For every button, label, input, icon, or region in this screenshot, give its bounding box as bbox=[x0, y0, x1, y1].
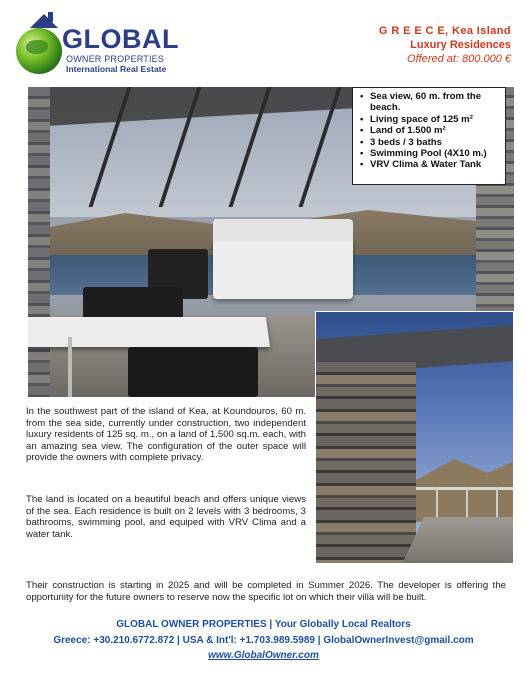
stone-wall bbox=[316, 362, 416, 564]
footer-tagline: GLOBAL OWNER PROPERTIES | Your Globally Local Realtors bbox=[116, 619, 411, 630]
footer bbox=[0, 617, 527, 664]
description-paragraph: The land is located on a beautiful beach and offers unique views of the sea. Each residence is built on 2 levels with 3 bedrooms, 3 bathrooms, swimming pool, and equiped with VRV Clima and a water tank. bbox=[26, 494, 306, 540]
feature-item: • 3 beds / 3 baths bbox=[360, 137, 500, 148]
footer-contacts: Greece: +30.210.6772.872 | USA & Int'l: +1.703.989.5989 | GlobalOwnerInvest@gmail.com bbox=[53, 634, 474, 646]
chimney-icon bbox=[48, 12, 53, 22]
feature-item: • Sea view, 60 m. from the beach. bbox=[360, 91, 500, 114]
logo-subtitle: OWNER PROPERTIES bbox=[66, 54, 165, 64]
logo-wordmark: GLOBAL bbox=[62, 24, 179, 54]
globe-icon bbox=[16, 28, 62, 74]
website-link[interactable]: www.GlobalOwner.com bbox=[208, 650, 319, 661]
listing-location: G R E E C E, Kea Island bbox=[378, 25, 511, 37]
logo-tagline: International Real Estate bbox=[66, 64, 167, 74]
feature-item: • Swimming Pool (4X10 m.) bbox=[360, 148, 500, 159]
feature-item: • Living space of 125 m² bbox=[360, 114, 500, 125]
construction-paragraph: Their construction is starting in 2025 and will be completed in Summer 2026. The developer is offering the opportunity for the future owners to reserve now the specific lot on which their villa will be built. bbox=[26, 580, 506, 603]
exterior-photo bbox=[315, 311, 514, 564]
listing-title: Luxury Residences bbox=[410, 38, 511, 51]
feature-item: • Land of 1.500 m² bbox=[360, 125, 500, 136]
company-logo bbox=[10, 8, 180, 78]
features-box bbox=[352, 87, 506, 185]
listing-header bbox=[379, 25, 511, 66]
listing-price: Offered at: 800.000 € bbox=[407, 52, 511, 65]
house-roof-icon bbox=[30, 14, 58, 28]
description-paragraph: In the southwest part of the island of Kea, at Koundouros, 60 m. from the sea side, currently under construction, two independent luxury residents of 125 sq. m., on a land of 1.500 sq.m. each, with an amazing sea view. The configuration of the outer space will provide the owners with complete privacy. bbox=[26, 406, 306, 464]
feature-item: • VRV Clima & Water Tank bbox=[360, 159, 500, 170]
dining-table bbox=[28, 317, 270, 347]
sofa bbox=[213, 237, 353, 299]
features-list bbox=[360, 91, 500, 171]
